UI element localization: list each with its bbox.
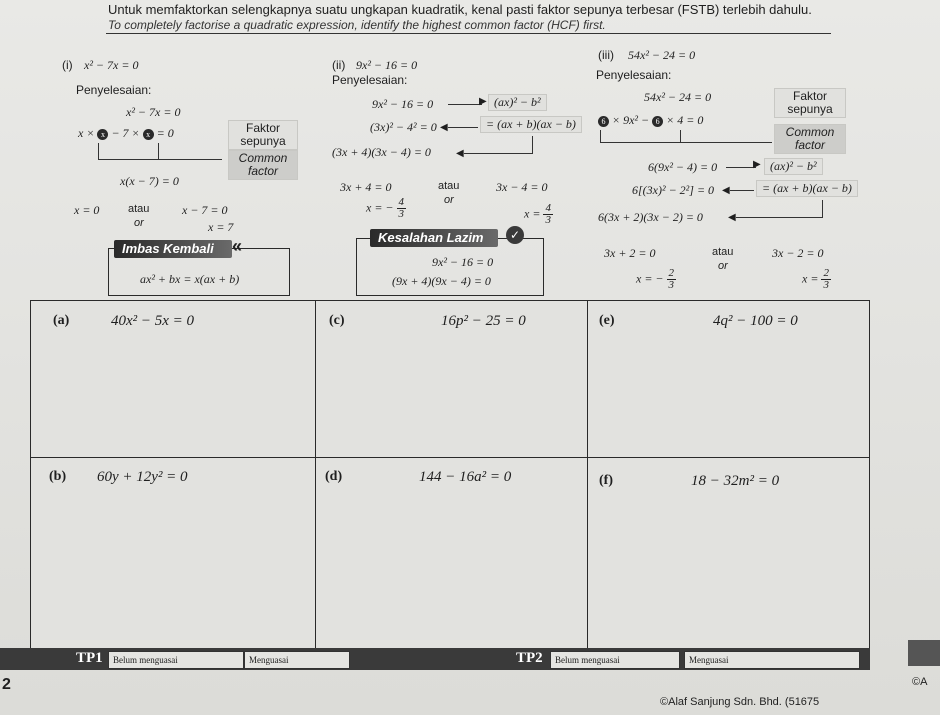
exercise-grid (30, 300, 870, 657)
intro-underline (106, 33, 831, 34)
example3-rootA (636, 268, 676, 291)
bracket-line (600, 130, 601, 142)
example3-solution-label: Penyelesaian: (596, 68, 672, 82)
rootA-denominator: 3 (398, 208, 405, 220)
exercise-e-expr: 4q² − 100 = 0 (713, 313, 798, 329)
bracket-line (158, 143, 159, 159)
mistake-banner: Kesalahan Lazim (370, 229, 498, 247)
example3-hint2: = (ax + b)(ax − b) (756, 180, 858, 197)
circled-common-factor: 6 (598, 116, 609, 127)
example3-step3: 6(9x² − 4) = 0 (648, 160, 718, 174)
tp2-mastered-box[interactable]: Menguasai (684, 651, 860, 669)
exercise-f-label: (f) (599, 473, 613, 488)
bracket-line (98, 159, 222, 160)
example2-step1: 9x² − 16 = 0 (372, 97, 434, 111)
example1-root2a: x − 7 = 0 (182, 203, 228, 217)
example2-rootA (366, 197, 406, 220)
arrow-line (464, 153, 532, 154)
intro-malay: Untuk memfaktorkan selengkapnya suatu ungkapan kuadratik, kenal pasti faktor sepunya terbesar (FSTB) terlebih dahulu. (108, 2, 812, 17)
exercise-e-label: (e) (599, 313, 615, 328)
arrow-line (532, 136, 533, 154)
exercise-c-label: (c) (329, 313, 345, 328)
example2-label: (ii) (332, 58, 346, 72)
exercise-a-label: (a) (53, 313, 70, 328)
exercise-d-label: (d) (325, 469, 343, 484)
grid-divider (315, 301, 316, 656)
example3-eqA: 3x + 2 = 0 (604, 246, 656, 260)
rootA-numerator: 4 (398, 196, 405, 208)
mistake-line2: (9x + 4)(9x − 4) = 0 (392, 274, 491, 288)
example3-equation: 54x² − 24 = 0 (628, 48, 696, 62)
tp1-label: TP1 (76, 650, 103, 666)
example2-or-ms: atau (438, 180, 460, 192)
bracket-line (680, 130, 681, 142)
circled-common-factor: 6 (652, 116, 663, 127)
arrow-left-icon: ◀ (728, 212, 736, 223)
exercise-c-expr: 16p² − 25 = 0 (441, 313, 526, 329)
rootB-prefix: x = (802, 271, 819, 286)
rootB-numerator: 4 (545, 202, 551, 214)
copyright: ©Alaf Sanjung Sdn. Bhd. (51675 (660, 696, 820, 708)
edge-strip (908, 640, 940, 666)
step2-end: × 4 = 0 (666, 113, 704, 127)
tp1-mastered-box[interactable]: Menguasai (244, 651, 350, 669)
bracket-line (98, 143, 99, 159)
rootA-prefix: x = − (636, 271, 664, 286)
example3-step1: 54x² − 24 = 0 (644, 90, 712, 104)
example3-or-ms: atau (712, 246, 734, 258)
grid-divider (587, 301, 588, 656)
example2-eqA: 3x + 4 = 0 (340, 180, 392, 194)
rootB-numerator: 2 (823, 267, 829, 279)
example3-rootB (802, 268, 831, 291)
page-number: 2 (2, 676, 11, 693)
arrow-line (726, 167, 756, 168)
example1-root1: x = 0 (74, 203, 100, 217)
exercise-f-expr: 18 − 32m² = 0 (691, 473, 780, 489)
factor-tag-ms: Faktor sepunya (240, 121, 286, 148)
example1-step2: x × x − 7 × x = 0 (78, 126, 174, 140)
circled-common-factor: x (143, 129, 154, 140)
exercise-b-expr: 60y + 12y² = 0 (97, 469, 188, 485)
example2-rootB (524, 203, 553, 226)
example3-eqB: 3x − 2 = 0 (772, 246, 824, 260)
rootA-numerator: 2 (668, 267, 675, 279)
tp2-label: TP2 (516, 650, 543, 666)
example3-label: (iii) (598, 48, 614, 62)
example2-or-en: or (444, 194, 454, 206)
intro-english: To completely factorise a quadratic expression, identify the highest common factor (HCF) first. (108, 18, 606, 32)
check-mark-icon: ✓ (506, 226, 524, 244)
example2-step3: (3x + 4)(3x − 4) = 0 (332, 145, 431, 159)
grid-divider (31, 457, 869, 458)
example3-hint1: (ax)² − b² (764, 158, 823, 175)
arrow-left-icon: ◀ (456, 148, 464, 159)
example3-step5: 6(3x + 2)(3x − 2) = 0 (598, 210, 703, 224)
example1-step3: x(x − 7) = 0 (120, 174, 179, 188)
example3-factor-tag-en: Common factor (774, 124, 846, 154)
example1-factor-tag-en: Common factor (228, 150, 298, 180)
recall-chevron-icon: « (232, 236, 243, 256)
arrow-line (448, 127, 478, 128)
exercise-d-expr: 144 − 16a² = 0 (419, 469, 512, 485)
exercise-b-label: (b) (49, 469, 67, 484)
example1-factor-tag (228, 120, 298, 150)
example1-label: (i) (62, 58, 73, 72)
tp2-not-mastered-box[interactable]: Belum menguasai (550, 651, 680, 669)
example1-equation: x² − 7x = 0 (84, 58, 139, 72)
example3-step4: 6[(3x)² − 2²] = 0 (632, 183, 715, 197)
bracket-line (600, 142, 772, 143)
example1-solution-label: Penyelesaian: (76, 83, 152, 97)
rootB-prefix: x = (524, 206, 541, 221)
example2-solution-label: Penyelesaian: (332, 73, 408, 87)
example2-hint2: = (ax + b)(ax − b) (480, 116, 582, 133)
example1-root2b: x = 7 (208, 220, 234, 234)
arrow-line (736, 217, 822, 218)
arrow-line (448, 104, 482, 105)
recall-banner: Imbas Kembali (114, 240, 232, 258)
mistake-line1: 9x² − 16 = 0 (432, 255, 494, 269)
exercise-a-expr: 40x² − 5x = 0 (111, 313, 195, 329)
example2-equation: 9x² − 16 = 0 (356, 58, 418, 72)
example1-step1: x² − 7x = 0 (126, 105, 181, 119)
rootA-prefix: x = − (366, 200, 394, 215)
example2-step2: (3x)² − 4² = 0 (370, 120, 437, 134)
arrow-left-icon: ◀ (440, 122, 448, 133)
arrow-left-icon: ◀ (722, 185, 730, 196)
arrow-line (822, 200, 823, 218)
rootA-denominator: 3 (668, 279, 675, 291)
copyright-edge: ©A (912, 676, 928, 688)
arrow-right-icon: ▶ (479, 96, 487, 107)
example1-or-ms: atau (128, 203, 150, 215)
recall-formula: ax² + bx = x(ax + b) (140, 272, 240, 286)
step2-mid: × 9x² − (612, 113, 653, 127)
circled-common-factor: x (97, 129, 108, 140)
rootB-denominator: 3 (545, 214, 551, 226)
rootB-denominator: 3 (823, 279, 829, 291)
example3-or-en: or (718, 260, 728, 272)
arrow-right-icon: ▶ (753, 159, 761, 170)
example2-hint1: (ax)² − b² (488, 94, 547, 111)
example2-eqB: 3x − 4 = 0 (496, 180, 548, 194)
example3-step2 (598, 113, 703, 128)
example3-factor-tag: Faktor sepunya (774, 88, 846, 118)
tp1-not-mastered-box[interactable]: Belum menguasai (108, 651, 244, 669)
example1-or-en: or (134, 217, 144, 229)
arrow-line (730, 190, 754, 191)
